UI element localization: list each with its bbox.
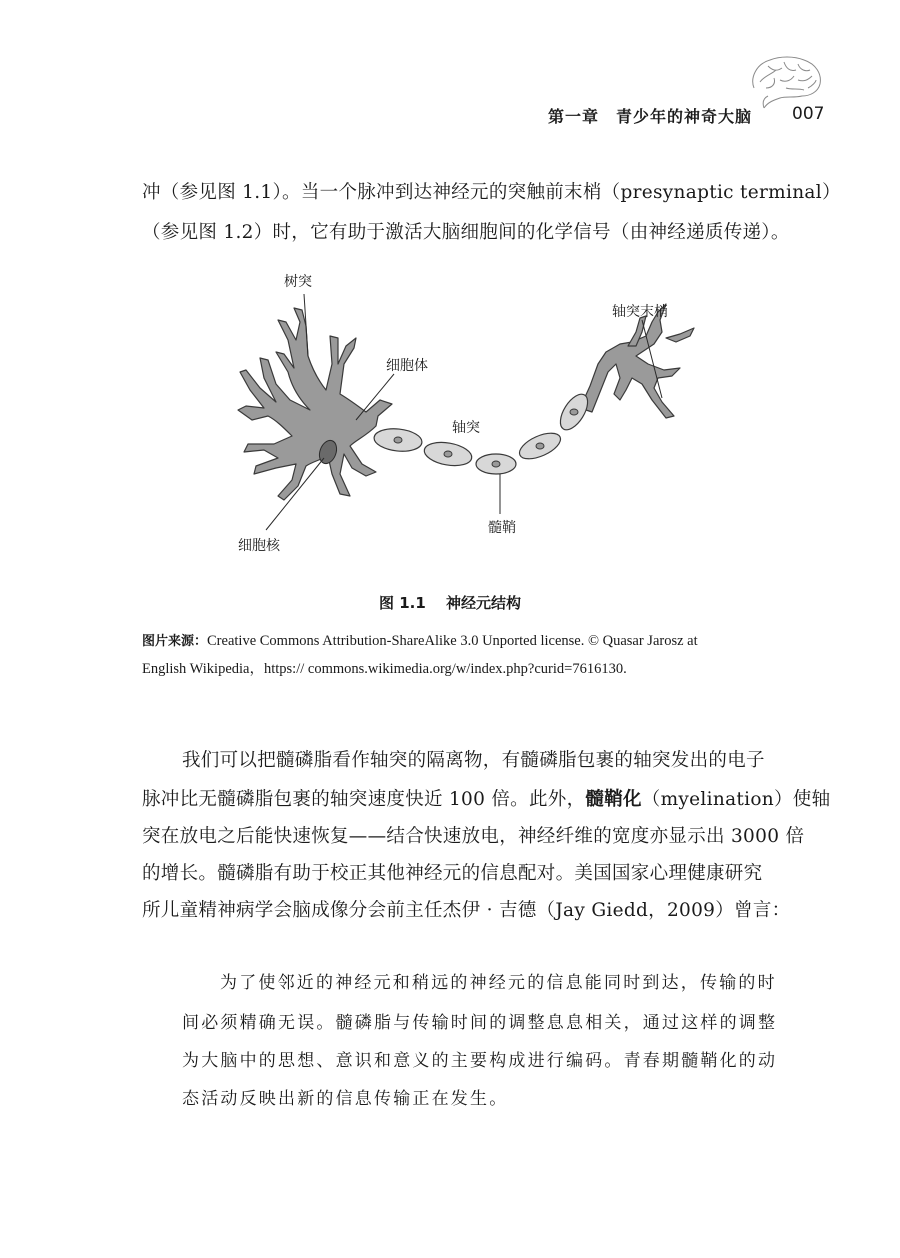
figure-title: 神经元结构 — [446, 594, 522, 612]
running-head — [0, 0, 900, 140]
body-line-3: 突在放电之后能快速恢复——结合快速放电，神经纤维的宽度亦显示出 3000 倍 — [142, 826, 805, 847]
body-line-2 — [142, 785, 830, 811]
figure-credit-line-1 — [142, 630, 698, 650]
label-dendrite: 树突 — [284, 274, 312, 290]
quote-line-1: 为了使邻近的神经元和稍远的神经元的信息能同时到达，传输的时 — [220, 973, 777, 993]
body-line-2-text: 脉冲比无髓磷脂包裹的轴突速度快近 100 倍。此外， — [142, 789, 586, 810]
quote-line-3: 为大脑中的思想、意识和意义的主要构成进行编码。青春期髓鞘化的动 — [182, 1051, 778, 1071]
label-myelin-sheath: 髓鞘 — [488, 520, 516, 536]
credit-text-1: Creative Commons Attribution-ShareAlike 3.0 Unported license. © Quasar Jarosz at — [207, 633, 698, 649]
figure-credit-line-2: English Wikipedia，https:// commons.wikimedia.org/w/index.php?curid=7616130. — [142, 661, 627, 677]
brain-outline-icon — [746, 52, 826, 112]
intro-line-1: 冲（参见图 1.1）。当一个脉冲到达神经元的突触前末梢（presynaptic terminal） — [142, 182, 841, 203]
body-line-1: 我们可以把髓磷脂看作轴突的隔离物，有髓磷脂包裹的轴突发出的电子 — [182, 750, 765, 771]
intro-line-2: （参见图 1.2）时，它有助于激活大脑细胞间的化学信号（由神经递质传递）。 — [142, 222, 790, 243]
neuron-diagram — [180, 260, 720, 580]
body-line-4: 的增长。髓磷脂有助于校正其他神经元的信息配对。美国国家心理健康研究 — [142, 863, 763, 884]
quote-line-2: 间必须精确无误。髓磷脂与传输时间的调整息息相关，通过这样的调整 — [182, 1013, 778, 1033]
page-number: 007 — [792, 104, 825, 124]
label-axon-terminal: 轴突末梢 — [612, 304, 668, 320]
label-nucleus: 细胞核 — [238, 538, 280, 554]
label-axon: 轴突 — [452, 420, 480, 436]
term-myelination: 髓鞘化 — [585, 789, 642, 810]
figure-caption — [0, 592, 900, 613]
quote-line-4: 态活动反映出新的信息传输正在发生。 — [182, 1089, 509, 1109]
body-line-5: 所儿童精神病学会脑成像分会前主任杰伊 · 吉德（Jay Giedd，2009）曾言： — [142, 900, 791, 921]
body-line-2-tail: （myelination）使轴 — [641, 789, 831, 810]
credit-label: 图片来源： — [142, 634, 208, 649]
label-cell-body: 细胞体 — [386, 358, 428, 374]
chapter-title: 第一章 青少年的神奇大脑 — [548, 107, 753, 126]
figure-number: 图 1.1 — [378, 594, 426, 612]
